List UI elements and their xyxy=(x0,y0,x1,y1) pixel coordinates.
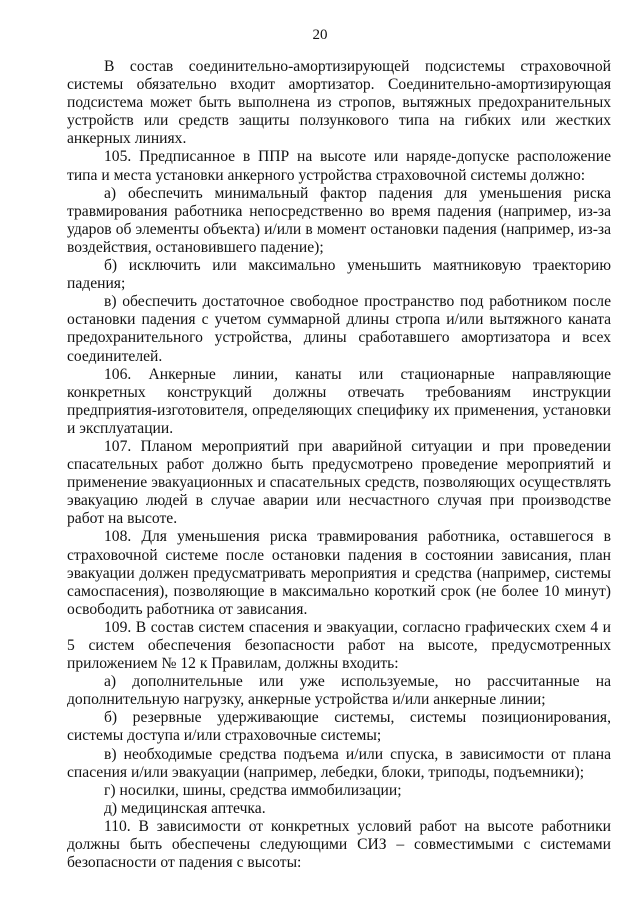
page-number: 20 xyxy=(312,27,328,43)
paragraph-106: 106. Анкерные линии, канаты или стационарные направляющие конкретных конструкций должны отвечать требованиям инструкции предприятия-изготовителя, определяющих специфику их применения, установки и эксплуатации. xyxy=(67,365,611,437)
list-item-109-b: б) резервные удерживающие системы, системы позиционирования, системы доступа и/или страховочные системы; xyxy=(67,709,611,745)
paragraph-110: 110. В зависимости от конкретных условий работ на высоте работники должны быть обеспечены следующими СИЗ – совместимыми с системами безопасности от падения с высоты: xyxy=(67,817,611,872)
list-item-105-b: б) исключить или максимально уменьшить маятниковую траекторию падения; xyxy=(67,257,611,293)
list-item-109-e: д) медицинская аптечка. xyxy=(104,799,266,817)
paragraph-105: 105. Предписанное в ППР на высоте или наряде-допуске расположение типа и места установки анкерного устройства страховочной системы должно: xyxy=(67,148,611,184)
paragraph-107: 107. Планом мероприятий при аварийной ситуации и при проведении спасательных работ должно быть предусмотрено проведение мероприятий и применение эвакуационных и спасательных средств, позволяющих осуществлять эвакуацию людей в случае аварии или несчастного случая при производстве работ на высоте. xyxy=(67,437,611,528)
list-item-109-c: в) необходимые средства подъема и/или спуска, в зависимости от плана спасения и/или эвакуации (например, лебедки, блоки, триподы, подъемники); xyxy=(67,745,611,781)
paragraph-109: 109. В состав систем спасения и эвакуации, согласно графических схем 4 и 5 систем обеспечения безопасности работ на высоте, предусмотренных приложением № 12 к Правилам, должны входить: xyxy=(67,618,611,673)
paragraph-shock-absorber: В состав соединительно-амортизирующей подсистемы страховочной системы обязательно входит амортизатор. Соединительно-амортизирующая подсистема может быть выполнена из стропов, вытяжных предохранительных устройств или средств защиты ползункового типа на гибких или жестких анкерных линиях. xyxy=(67,58,611,148)
list-item-109-d: г) носилки, шины, средства иммобилизации; xyxy=(104,781,402,799)
list-item-109-a: а) дополнительные или уже используемые, но рассчитанные на дополнительную нагрузку, анкерные устройства и/или анкерные линии; xyxy=(67,673,611,709)
list-item-105-a: а) обеспечить минимальный фактор падения для уменьшения риска травмирования работника непосредственно во время падения (например, из-за ударов об элементы объекта) и/или в момент остановки падения (например, из-за воздействия, остановившего падение); xyxy=(67,184,611,256)
list-item-105-c: в) обеспечить достаточное свободное пространство под работником после остановки падения с учетом суммарной длины стропа и/или вытяжного каната предохранительного устройства, длины сработавшего амортизатора и всех соединителей. xyxy=(67,293,611,365)
paragraph-108: 108. Для уменьшения риска травмирования работника, оставшегося в страховочной системе после остановки падения в состоянии зависания, план эвакуации должен предусматривать мероприятия и средства (например, системы самоспасения), позволяющие в максимально короткий срок (не более 10 минут) освободить работника от зависания. xyxy=(67,528,611,618)
document-body xyxy=(67,58,611,872)
